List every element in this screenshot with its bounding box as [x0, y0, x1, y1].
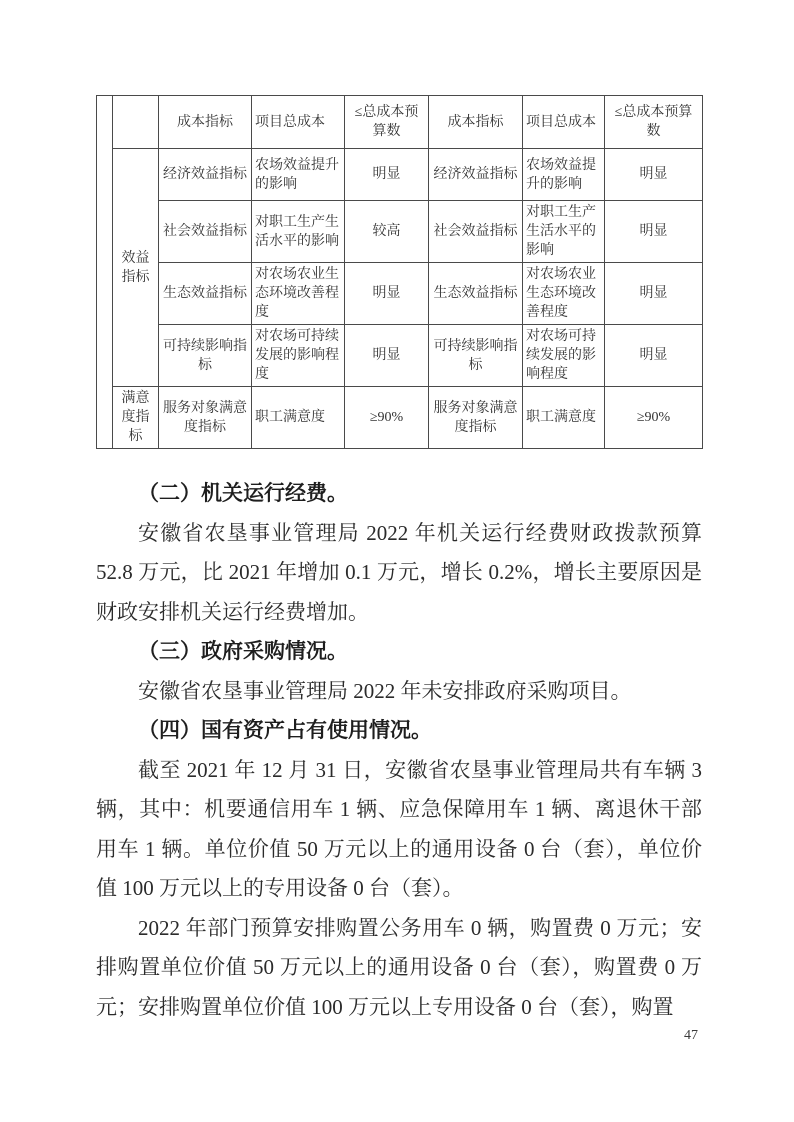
- table-cell: 职工满意度: [523, 387, 605, 449]
- table-cell: 社会效益指标: [159, 201, 252, 263]
- table-cell: 农场效益提升的影响: [523, 149, 605, 201]
- table-cell: 明显: [345, 325, 429, 387]
- table-cell: 可持续影响指标: [159, 325, 252, 387]
- table-cell: 明显: [345, 263, 429, 325]
- table-spacer-cell: [97, 96, 113, 449]
- section-heading-state-assets: （四）国有资产占有使用情况。: [138, 718, 432, 742]
- table-cell: 职工满意度: [252, 387, 345, 449]
- table-row: [97, 387, 703, 449]
- table-cell: 经济效益指标: [429, 149, 523, 201]
- body-text: [96, 474, 702, 1027]
- table-cell: 服务对象满意度指标: [159, 387, 252, 449]
- section-heading-government-procurement: （三）政府采购情况。: [138, 639, 348, 663]
- table-cell: 明显: [605, 325, 703, 387]
- table-cell: 对职工生产生活水平的影响: [523, 201, 605, 263]
- table-header-cell: ≤总成本预算数: [345, 96, 429, 149]
- table-cell: 经济效益指标: [159, 149, 252, 201]
- table-header-cell: 成本指标: [159, 96, 252, 149]
- paragraph-government-procurement: 安徽省农垦事业管理局 2022 年未安排政府采购项目。: [138, 678, 632, 703]
- table-cell: 明显: [605, 201, 703, 263]
- table-cell: 生态效益指标: [429, 263, 523, 325]
- table-cell: ≥90%: [345, 387, 429, 449]
- table-cell: 明显: [605, 263, 703, 325]
- table-cell: 对农场农业生态环境改善程度: [252, 263, 345, 325]
- table-category-benefit-cell: 效益指标: [113, 149, 159, 387]
- table-cell: 农场效益提升的影响: [252, 149, 345, 201]
- table-header-cell: 项目总成本: [252, 96, 345, 149]
- table-cell: 对农场可持续发展的影响程度: [523, 325, 605, 387]
- table-category-empty-cell: [113, 96, 159, 149]
- table-row: [97, 201, 703, 263]
- performance-indicators-table: [96, 95, 703, 449]
- section-heading-operating-expenses: （二）机关运行经费。: [138, 481, 348, 505]
- table-header-cell: 项目总成本: [523, 96, 605, 149]
- table-header-cell: 成本指标: [429, 96, 523, 149]
- page-content: [96, 95, 702, 1027]
- table-row: [97, 149, 703, 201]
- table-cell: 对职工生产生活水平的影响: [252, 201, 345, 263]
- table-cell: 可持续影响指标: [429, 325, 523, 387]
- table-cell: 较高: [345, 201, 429, 263]
- table-cell: 服务对象满意度指标: [429, 387, 523, 449]
- table-category-satisfaction-cell: 满意度指标: [113, 387, 159, 449]
- table-cell: 社会效益指标: [429, 201, 523, 263]
- table-cell: 对农场农业生态环境改善程度: [523, 263, 605, 325]
- table-cell: 明显: [345, 149, 429, 201]
- table-cell: 对农场可持续发展的影响程度: [252, 325, 345, 387]
- table-cell: 生态效益指标: [159, 263, 252, 325]
- paragraph-state-assets-1: 截至 2021 年 12 月 31 日，安徽省农垦事业管理局共有车辆 3 辆，其中：机要通信用车 1 辆、应急保障用车 1 辆、离退休干部用车 1 辆。单位价值 50 万元以上的通用设备 0 台（套），单位价值 100 万元以上的专用设备 0 台（套）。: [96, 757, 702, 900]
- paragraph-state-assets-2: 2022 年部门预算安排购置公务用车 0 辆，购置费 0 万元；安排购置单位价值 50 万元以上的通用设备 0 台（套），购置费 0 万元；安排购置单位价值 100 万元以上专用设备 0 台（套），购置: [96, 915, 702, 1019]
- table-cell: 明显: [605, 149, 703, 201]
- table-cell: ≥90%: [605, 387, 703, 449]
- page-number: 47: [684, 1028, 698, 1043]
- table-header-cell: ≤总成本预算数: [605, 96, 703, 149]
- table-row: [97, 325, 703, 387]
- table-row: [97, 263, 703, 325]
- paragraph-operating-expenses: 安徽省农垦事业管理局 2022 年机关运行经费财政拨款预算 52.8 万元，比 2021 年增加 0.1 万元，增长 0.2%，增长主要原因是财政安排机关运行经费增加。: [96, 520, 702, 624]
